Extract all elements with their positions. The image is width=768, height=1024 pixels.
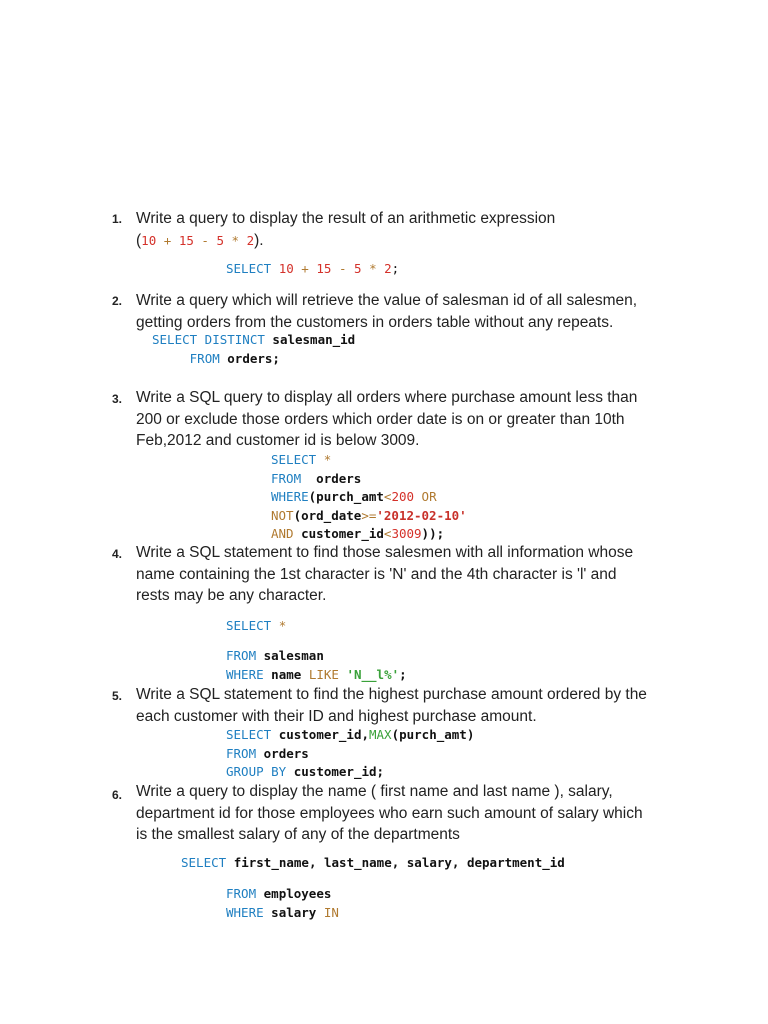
question-line: department id for those employees who earn such amount of salary which (136, 804, 643, 822)
sql-code-block: SELECT DISTINCT salesman_id FROM orders; (152, 332, 356, 366)
question-number: 1. (112, 212, 123, 226)
question-line: Write a SQL statement to find those salesmen with all information whose (136, 544, 634, 561)
question-line: Feb,2012 and customer id is below 3009. (136, 432, 420, 449)
question-line: Write a query to display the name ( first name and last name ), salary, (136, 783, 613, 800)
inline-expression: (10 + 15 - 5 * 2). (136, 231, 264, 249)
sql-code-block: FROM employees WHERE salary IN (226, 886, 339, 920)
question-text (136, 290, 696, 333)
question-text (136, 684, 696, 727)
question-text (136, 542, 696, 607)
sql-code-block: SELECT first_name, last_name, salary, department_id (181, 855, 565, 870)
question-line: Write a SQL statement to find the highest purchase amount ordered by the (136, 686, 647, 703)
question-line: Write a SQL query to display all orders where purchase amount less than (136, 389, 638, 406)
question-text (136, 387, 696, 452)
question-text (136, 208, 696, 251)
sql-code-block: SELECT 10 + 15 - 5 * 2; (226, 261, 400, 276)
question-number: 6. (112, 788, 123, 802)
question-line: each customer with their ID and highest purchase amount. (136, 707, 537, 725)
question-number: 3. (112, 392, 123, 406)
question-line: is the smallest salary of any of the departments (136, 826, 460, 843)
question-number: 4. (112, 547, 123, 561)
question-text (136, 781, 696, 846)
sql-code-block: SELECT * FROM orders WHERE(purch_amt<200 OR NOT(ord_date>='2012-02-10' AND customer_id<3009)); (271, 452, 467, 541)
sql-code-block: SELECT * (226, 618, 287, 633)
question-line: rests may be any character. (136, 587, 327, 604)
question-line: getting orders from the customers in orders table without any repeats. (136, 313, 614, 331)
question-line: Write a query to display the result of an arithmetic expression (136, 210, 556, 227)
question-number: 2. (112, 294, 123, 308)
question-line: 200 or exclude those orders which order date is on or greater than 10th (136, 410, 625, 428)
sql-code-block: SELECT customer_id,MAX(purch_amt) FROM orders GROUP BY customer_id; (226, 727, 475, 779)
sql-code-block: FROM salesman WHERE name LIKE 'N__l%'; (226, 648, 407, 682)
question-line: Write a query which will retrieve the value of salesman id of all salesmen, (136, 292, 638, 309)
question-line: name containing the 1st character is 'N' and the 4th character is 'l' and (136, 565, 617, 583)
question-number: 5. (112, 689, 123, 703)
